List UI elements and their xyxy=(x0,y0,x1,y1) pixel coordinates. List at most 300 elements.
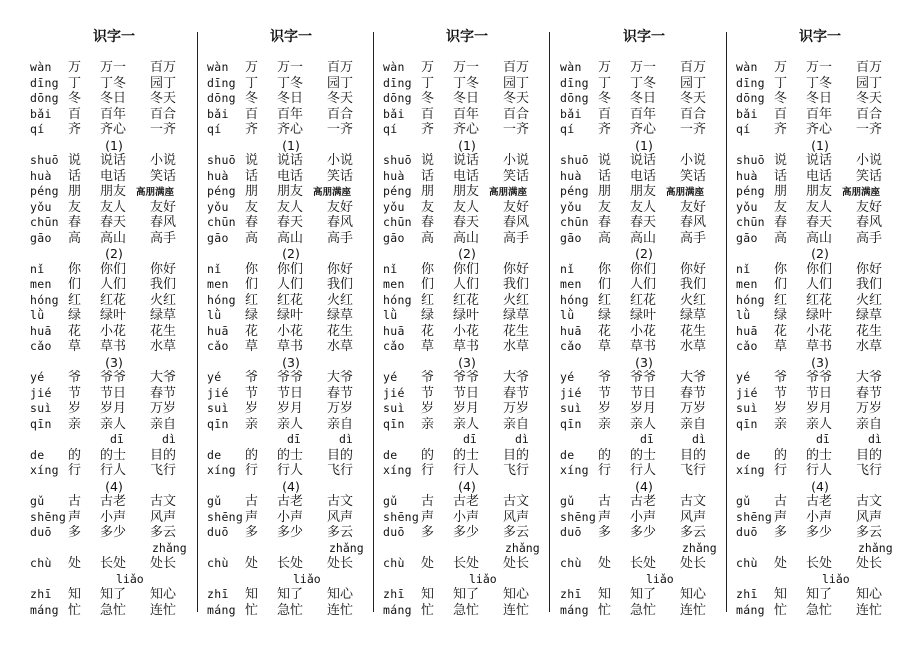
pinyin-annotation: liǎo xyxy=(293,571,321,586)
word-1: 知了 xyxy=(277,587,304,602)
pinyin: cǎo xyxy=(736,339,758,353)
character: 古 xyxy=(774,494,788,509)
word-2: 大爷 xyxy=(503,370,530,385)
pinyin: lǜ xyxy=(383,308,398,322)
vocab-row xyxy=(560,200,728,216)
word-2: 万岁 xyxy=(150,401,177,416)
word-1: 爷爷 xyxy=(453,370,480,385)
pinyin: qí xyxy=(736,122,751,136)
word-2: 春风 xyxy=(680,215,707,230)
character: 万 xyxy=(68,60,82,75)
pinyin: gāo xyxy=(560,230,582,245)
character: 说 xyxy=(598,153,612,168)
word-1: 草书 xyxy=(100,339,127,354)
word-1: 小声 xyxy=(630,509,657,525)
vocab-row xyxy=(30,556,198,572)
pinyin: yé xyxy=(560,370,575,384)
character: 花 xyxy=(598,323,612,339)
word-1: 长处 xyxy=(277,556,304,571)
vocab-row xyxy=(207,76,375,92)
word-1: 冬日 xyxy=(100,91,127,106)
vocab-row xyxy=(207,525,375,541)
character: 百 xyxy=(598,106,612,122)
pinyin-annotation: zhǎng xyxy=(858,540,893,555)
vocab-row xyxy=(736,231,904,247)
vocab-row xyxy=(207,215,375,231)
word-1: 红花 xyxy=(100,292,127,308)
pinyin: dīng xyxy=(30,75,59,90)
vocab-row xyxy=(30,169,198,185)
word-2: 春节 xyxy=(150,385,177,401)
pinyin-annotation-row xyxy=(30,432,198,448)
vocab-row xyxy=(383,262,551,278)
pinyin: nǐ xyxy=(30,261,45,276)
word-2: 一齐 xyxy=(680,122,707,137)
pinyin: shēng xyxy=(207,509,244,524)
word-1: 多少 xyxy=(100,525,127,540)
vocab-row xyxy=(30,525,198,541)
character: 说 xyxy=(68,153,82,168)
word-1: 冬日 xyxy=(277,91,304,106)
character: 节 xyxy=(598,385,612,401)
pinyin: jié xyxy=(383,385,405,400)
character: 花 xyxy=(774,323,788,339)
word-1: 说话 xyxy=(630,153,657,168)
word-2: 飞行 xyxy=(856,463,883,478)
word-2: 风声 xyxy=(503,509,530,525)
character: 岁 xyxy=(598,401,612,416)
character: 说 xyxy=(774,153,788,168)
pinyin: péng xyxy=(736,184,765,198)
character: 多 xyxy=(245,525,259,540)
word-1: 电话 xyxy=(453,168,480,184)
pinyin: dīng xyxy=(560,75,589,90)
vocab-row xyxy=(560,510,728,526)
character: 绿 xyxy=(598,308,612,323)
word-1: 亲人 xyxy=(806,416,833,432)
word-1: 行人 xyxy=(806,463,833,478)
character: 高 xyxy=(774,230,788,246)
pinyin: nǐ xyxy=(736,261,751,276)
vocab-row xyxy=(383,293,551,309)
vocab-row xyxy=(30,339,198,355)
word-2: 百万 xyxy=(150,60,177,75)
vocab-row xyxy=(736,122,904,138)
word-2: 绿草 xyxy=(856,308,883,323)
pinyin: bǎi xyxy=(383,106,405,121)
vocab-rows xyxy=(30,60,198,618)
section-label: (1) xyxy=(811,137,829,153)
word-1: 百年 xyxy=(100,106,127,122)
word-2: 冬天 xyxy=(680,91,707,106)
pinyin-annotation-row xyxy=(736,572,904,588)
vocab-row xyxy=(207,448,375,464)
word-1: 节日 xyxy=(453,385,480,401)
vocab-row xyxy=(560,339,728,355)
vocab-row xyxy=(560,60,728,76)
word-2: 连忙 xyxy=(680,602,707,618)
vocab-row xyxy=(207,293,375,309)
vocab-row xyxy=(560,494,728,510)
character: 忙 xyxy=(774,602,788,618)
pinyin: hóng xyxy=(30,292,59,307)
character: 朋 xyxy=(774,184,788,199)
word-1: 长处 xyxy=(806,556,833,571)
character: 声 xyxy=(421,509,435,525)
pinyin: péng xyxy=(560,184,589,198)
vocab-row xyxy=(736,153,904,169)
section-label: (4) xyxy=(811,478,829,494)
pinyin: shuō xyxy=(560,153,589,167)
word-2: 处长 xyxy=(856,556,883,571)
word-2: 春风 xyxy=(150,215,177,230)
pinyin: chù xyxy=(383,556,405,570)
character: 春 xyxy=(421,215,435,230)
word-1: 草书 xyxy=(806,339,833,354)
word-1: 高山 xyxy=(630,230,657,246)
character: 朋 xyxy=(245,184,259,199)
word-2: 飞行 xyxy=(150,463,177,478)
character: 古 xyxy=(68,494,82,509)
word-2: 春节 xyxy=(680,385,707,401)
pinyin: máng xyxy=(560,602,589,617)
character: 多 xyxy=(421,525,435,540)
word-1: 古老 xyxy=(277,494,304,509)
word-1: 电话 xyxy=(277,168,304,184)
character: 花 xyxy=(68,323,82,339)
section-label: (3) xyxy=(635,354,653,370)
character: 亲 xyxy=(421,416,435,432)
pinyin: nǐ xyxy=(383,261,398,276)
word-1: 的士 xyxy=(277,447,304,463)
word-1: 冬日 xyxy=(453,91,480,106)
vocab-row xyxy=(207,401,375,417)
pinyin: chù xyxy=(736,556,758,570)
word-1: 齐心 xyxy=(100,122,127,137)
word-2: 处长 xyxy=(503,556,530,571)
vocab-row xyxy=(207,107,375,123)
character: 古 xyxy=(245,494,259,509)
pinyin: gāo xyxy=(383,230,405,245)
word-1: 友人 xyxy=(806,199,833,215)
vocab-row xyxy=(383,370,551,386)
word-2: 古文 xyxy=(680,494,707,509)
word-2: 多云 xyxy=(856,525,883,540)
character: 草 xyxy=(68,339,82,354)
word-2: 绿草 xyxy=(503,308,530,323)
vocab-rows xyxy=(207,60,375,618)
pinyin: huà xyxy=(383,168,405,183)
pinyin-annotation: dī xyxy=(287,432,301,446)
pinyin: yǒu xyxy=(383,199,405,214)
pinyin: jié xyxy=(207,385,229,400)
word-1: 绿叶 xyxy=(100,308,127,323)
pinyin: chù xyxy=(560,556,582,570)
word-2: 连忙 xyxy=(856,602,883,618)
word-2: 高手 xyxy=(856,230,883,246)
pinyin-annotation: zhǎng xyxy=(329,540,364,555)
word-1: 小花 xyxy=(630,323,657,339)
character: 朋 xyxy=(598,184,612,199)
word-1: 行人 xyxy=(453,463,480,478)
vocab-row xyxy=(30,91,198,107)
character: 节 xyxy=(245,385,259,401)
character: 齐 xyxy=(421,122,435,137)
word-1: 高山 xyxy=(806,230,833,246)
section-label: (2) xyxy=(458,246,476,261)
pinyin: shēng xyxy=(30,509,67,524)
pinyin: lǜ xyxy=(207,308,222,322)
word-2: 水草 xyxy=(327,339,354,354)
vocab-row xyxy=(383,60,551,76)
word-2: 绿草 xyxy=(680,308,707,323)
vocab-row xyxy=(30,417,198,433)
character: 冬 xyxy=(421,91,435,106)
word-1: 春天 xyxy=(100,215,127,230)
vocab-row xyxy=(207,231,375,247)
pinyin: de xyxy=(560,447,575,462)
character: 的 xyxy=(598,447,612,463)
pinyin: bǎi xyxy=(207,106,229,121)
pinyin: qí xyxy=(30,122,45,136)
word-1: 百年 xyxy=(453,106,480,122)
word-2: 笑话 xyxy=(856,168,883,184)
pinyin: men xyxy=(207,277,229,291)
character: 绿 xyxy=(774,308,788,323)
word-2: 大爷 xyxy=(680,370,707,385)
word-2: 目的 xyxy=(327,447,354,463)
word-1: 万一 xyxy=(277,60,304,75)
word-1: 亲人 xyxy=(630,416,657,432)
column-title: 识字一 xyxy=(623,29,665,45)
vocab-row xyxy=(30,184,198,200)
word-1: 万一 xyxy=(100,60,127,75)
vocab-row xyxy=(383,463,551,479)
vocab-row xyxy=(736,308,904,324)
character: 红 xyxy=(245,292,259,308)
vocab-row xyxy=(30,308,198,324)
word-1: 长处 xyxy=(630,556,657,571)
vocab-row xyxy=(560,417,728,433)
word-1: 知了 xyxy=(806,587,833,602)
character: 友 xyxy=(598,199,612,215)
word-2: 多云 xyxy=(327,525,354,540)
word-2: 飞行 xyxy=(327,463,354,478)
word-2: 万岁 xyxy=(327,401,354,416)
character: 们 xyxy=(598,277,612,292)
word-2: 亲自 xyxy=(503,416,530,432)
word-2: 园丁 xyxy=(680,75,707,91)
word-1: 小花 xyxy=(806,323,833,339)
word-1: 绿叶 xyxy=(453,308,480,323)
pinyin: shuō xyxy=(383,153,412,167)
vocab-row xyxy=(736,587,904,603)
word-2: 高朋满座 xyxy=(313,187,352,198)
word-2: 高朋满座 xyxy=(842,187,881,198)
word-2: 大爷 xyxy=(327,370,354,385)
pinyin: lǜ xyxy=(736,308,751,322)
word-1: 岁月 xyxy=(100,401,127,416)
character: 春 xyxy=(245,215,259,230)
character: 话 xyxy=(421,168,435,184)
pinyin: qí xyxy=(560,122,575,136)
pinyin-annotation: dì xyxy=(339,432,353,446)
word-2: 亲自 xyxy=(680,416,707,432)
character: 多 xyxy=(68,525,82,540)
pinyin: jié xyxy=(736,385,758,400)
character: 们 xyxy=(245,277,259,292)
word-2: 水草 xyxy=(856,339,883,354)
pinyin: men xyxy=(560,277,582,291)
pinyin: yǒu xyxy=(736,199,758,214)
character: 友 xyxy=(245,199,259,215)
character: 百 xyxy=(774,106,788,122)
word-1: 草书 xyxy=(277,339,304,354)
word-2: 你好 xyxy=(503,261,530,277)
word-1: 万一 xyxy=(630,60,657,75)
word-1: 小声 xyxy=(806,509,833,525)
word-2: 春节 xyxy=(503,385,530,401)
vocab-row xyxy=(30,370,198,386)
pinyin-annotation: liǎo xyxy=(116,571,144,586)
vocab-column xyxy=(560,24,728,624)
character: 声 xyxy=(68,509,82,525)
vocab-row xyxy=(383,277,551,293)
pinyin: chūn xyxy=(383,215,412,229)
word-2: 冬天 xyxy=(856,91,883,106)
character: 丁 xyxy=(421,75,435,91)
word-2: 百合 xyxy=(327,106,354,122)
word-1: 朋友 xyxy=(630,184,657,199)
character: 花 xyxy=(421,323,435,339)
vocab-row xyxy=(30,386,198,402)
word-1: 的士 xyxy=(806,447,833,463)
pinyin: chūn xyxy=(560,215,589,229)
word-2: 花生 xyxy=(503,323,530,339)
vocab-row xyxy=(560,463,728,479)
character: 草 xyxy=(245,339,259,354)
character: 友 xyxy=(774,199,788,215)
word-1: 的士 xyxy=(630,447,657,463)
word-1: 友人 xyxy=(100,199,127,215)
word-1: 草书 xyxy=(630,339,657,354)
vocab-row xyxy=(383,494,551,510)
pinyin-annotation: dī xyxy=(640,432,654,446)
vocab-rows xyxy=(560,60,728,618)
character: 行 xyxy=(421,463,435,478)
word-1: 春天 xyxy=(277,215,304,230)
pinyin: huà xyxy=(30,168,52,183)
character: 草 xyxy=(774,339,788,354)
word-2: 花生 xyxy=(680,323,707,339)
character: 朋 xyxy=(421,184,435,199)
word-2: 万岁 xyxy=(503,401,530,416)
vocab-column xyxy=(736,24,904,624)
word-1: 小声 xyxy=(100,509,127,525)
vocab-row xyxy=(560,169,728,185)
character: 齐 xyxy=(68,122,82,137)
word-1: 友人 xyxy=(630,199,657,215)
word-2: 冬天 xyxy=(150,91,177,106)
word-1: 万一 xyxy=(453,60,480,75)
word-2: 绿草 xyxy=(327,308,354,323)
word-2: 小说 xyxy=(150,153,177,168)
word-2: 友好 xyxy=(680,199,707,215)
section-label: (3) xyxy=(458,354,476,370)
vocab-row xyxy=(207,91,375,107)
pinyin: yé xyxy=(383,370,398,384)
vocab-row xyxy=(560,231,728,247)
vocab-row xyxy=(736,324,904,340)
word-2: 高手 xyxy=(150,230,177,246)
word-2: 我们 xyxy=(327,277,354,292)
character: 话 xyxy=(598,168,612,184)
pinyin: wàn xyxy=(30,60,52,74)
character: 你 xyxy=(68,261,82,277)
character: 齐 xyxy=(245,122,259,137)
word-1: 岁月 xyxy=(453,401,480,416)
vocab-row xyxy=(383,510,551,526)
character: 草 xyxy=(421,339,435,354)
section-label: (2) xyxy=(105,246,123,261)
word-2: 春风 xyxy=(856,215,883,230)
vocab-row xyxy=(383,401,551,417)
character: 绿 xyxy=(68,308,82,323)
character: 高 xyxy=(68,230,82,246)
character: 忙 xyxy=(421,602,435,618)
pinyin-annotation: liǎo xyxy=(646,571,674,586)
character: 处 xyxy=(598,556,612,571)
character: 多 xyxy=(598,525,612,540)
pinyin: de xyxy=(383,447,398,462)
word-1: 你们 xyxy=(277,261,304,277)
column-title: 识字一 xyxy=(446,29,488,45)
character: 绿 xyxy=(421,308,435,323)
word-2: 知心 xyxy=(680,587,707,602)
word-2: 你好 xyxy=(680,261,707,277)
word-2: 春节 xyxy=(856,385,883,401)
word-1: 古老 xyxy=(453,494,480,509)
pinyin: dīng xyxy=(736,75,765,90)
word-2: 亲自 xyxy=(150,416,177,432)
word-2: 处长 xyxy=(680,556,707,571)
character: 行 xyxy=(245,463,259,478)
character: 爷 xyxy=(245,370,259,385)
word-2: 花生 xyxy=(856,323,883,339)
pinyin-annotation-row xyxy=(30,541,198,557)
word-2: 大爷 xyxy=(150,370,177,385)
character: 处 xyxy=(421,556,435,571)
word-2: 亲自 xyxy=(856,416,883,432)
pinyin: qīn xyxy=(207,416,229,431)
word-2: 园丁 xyxy=(856,75,883,91)
vocab-row xyxy=(383,324,551,340)
vocab-row xyxy=(383,556,551,572)
word-2: 百合 xyxy=(503,106,530,122)
pinyin: nǐ xyxy=(560,261,575,276)
word-2: 友好 xyxy=(856,199,883,215)
word-2: 你好 xyxy=(327,261,354,277)
vocab-row xyxy=(736,401,904,417)
word-1: 急忙 xyxy=(453,602,480,618)
pinyin: de xyxy=(736,447,751,462)
pinyin: zhī xyxy=(560,587,582,601)
pinyin: cǎo xyxy=(30,339,52,353)
word-2: 风声 xyxy=(856,509,883,525)
word-2: 火红 xyxy=(503,292,530,308)
word-2: 小说 xyxy=(327,153,354,168)
word-2: 春风 xyxy=(327,215,354,230)
